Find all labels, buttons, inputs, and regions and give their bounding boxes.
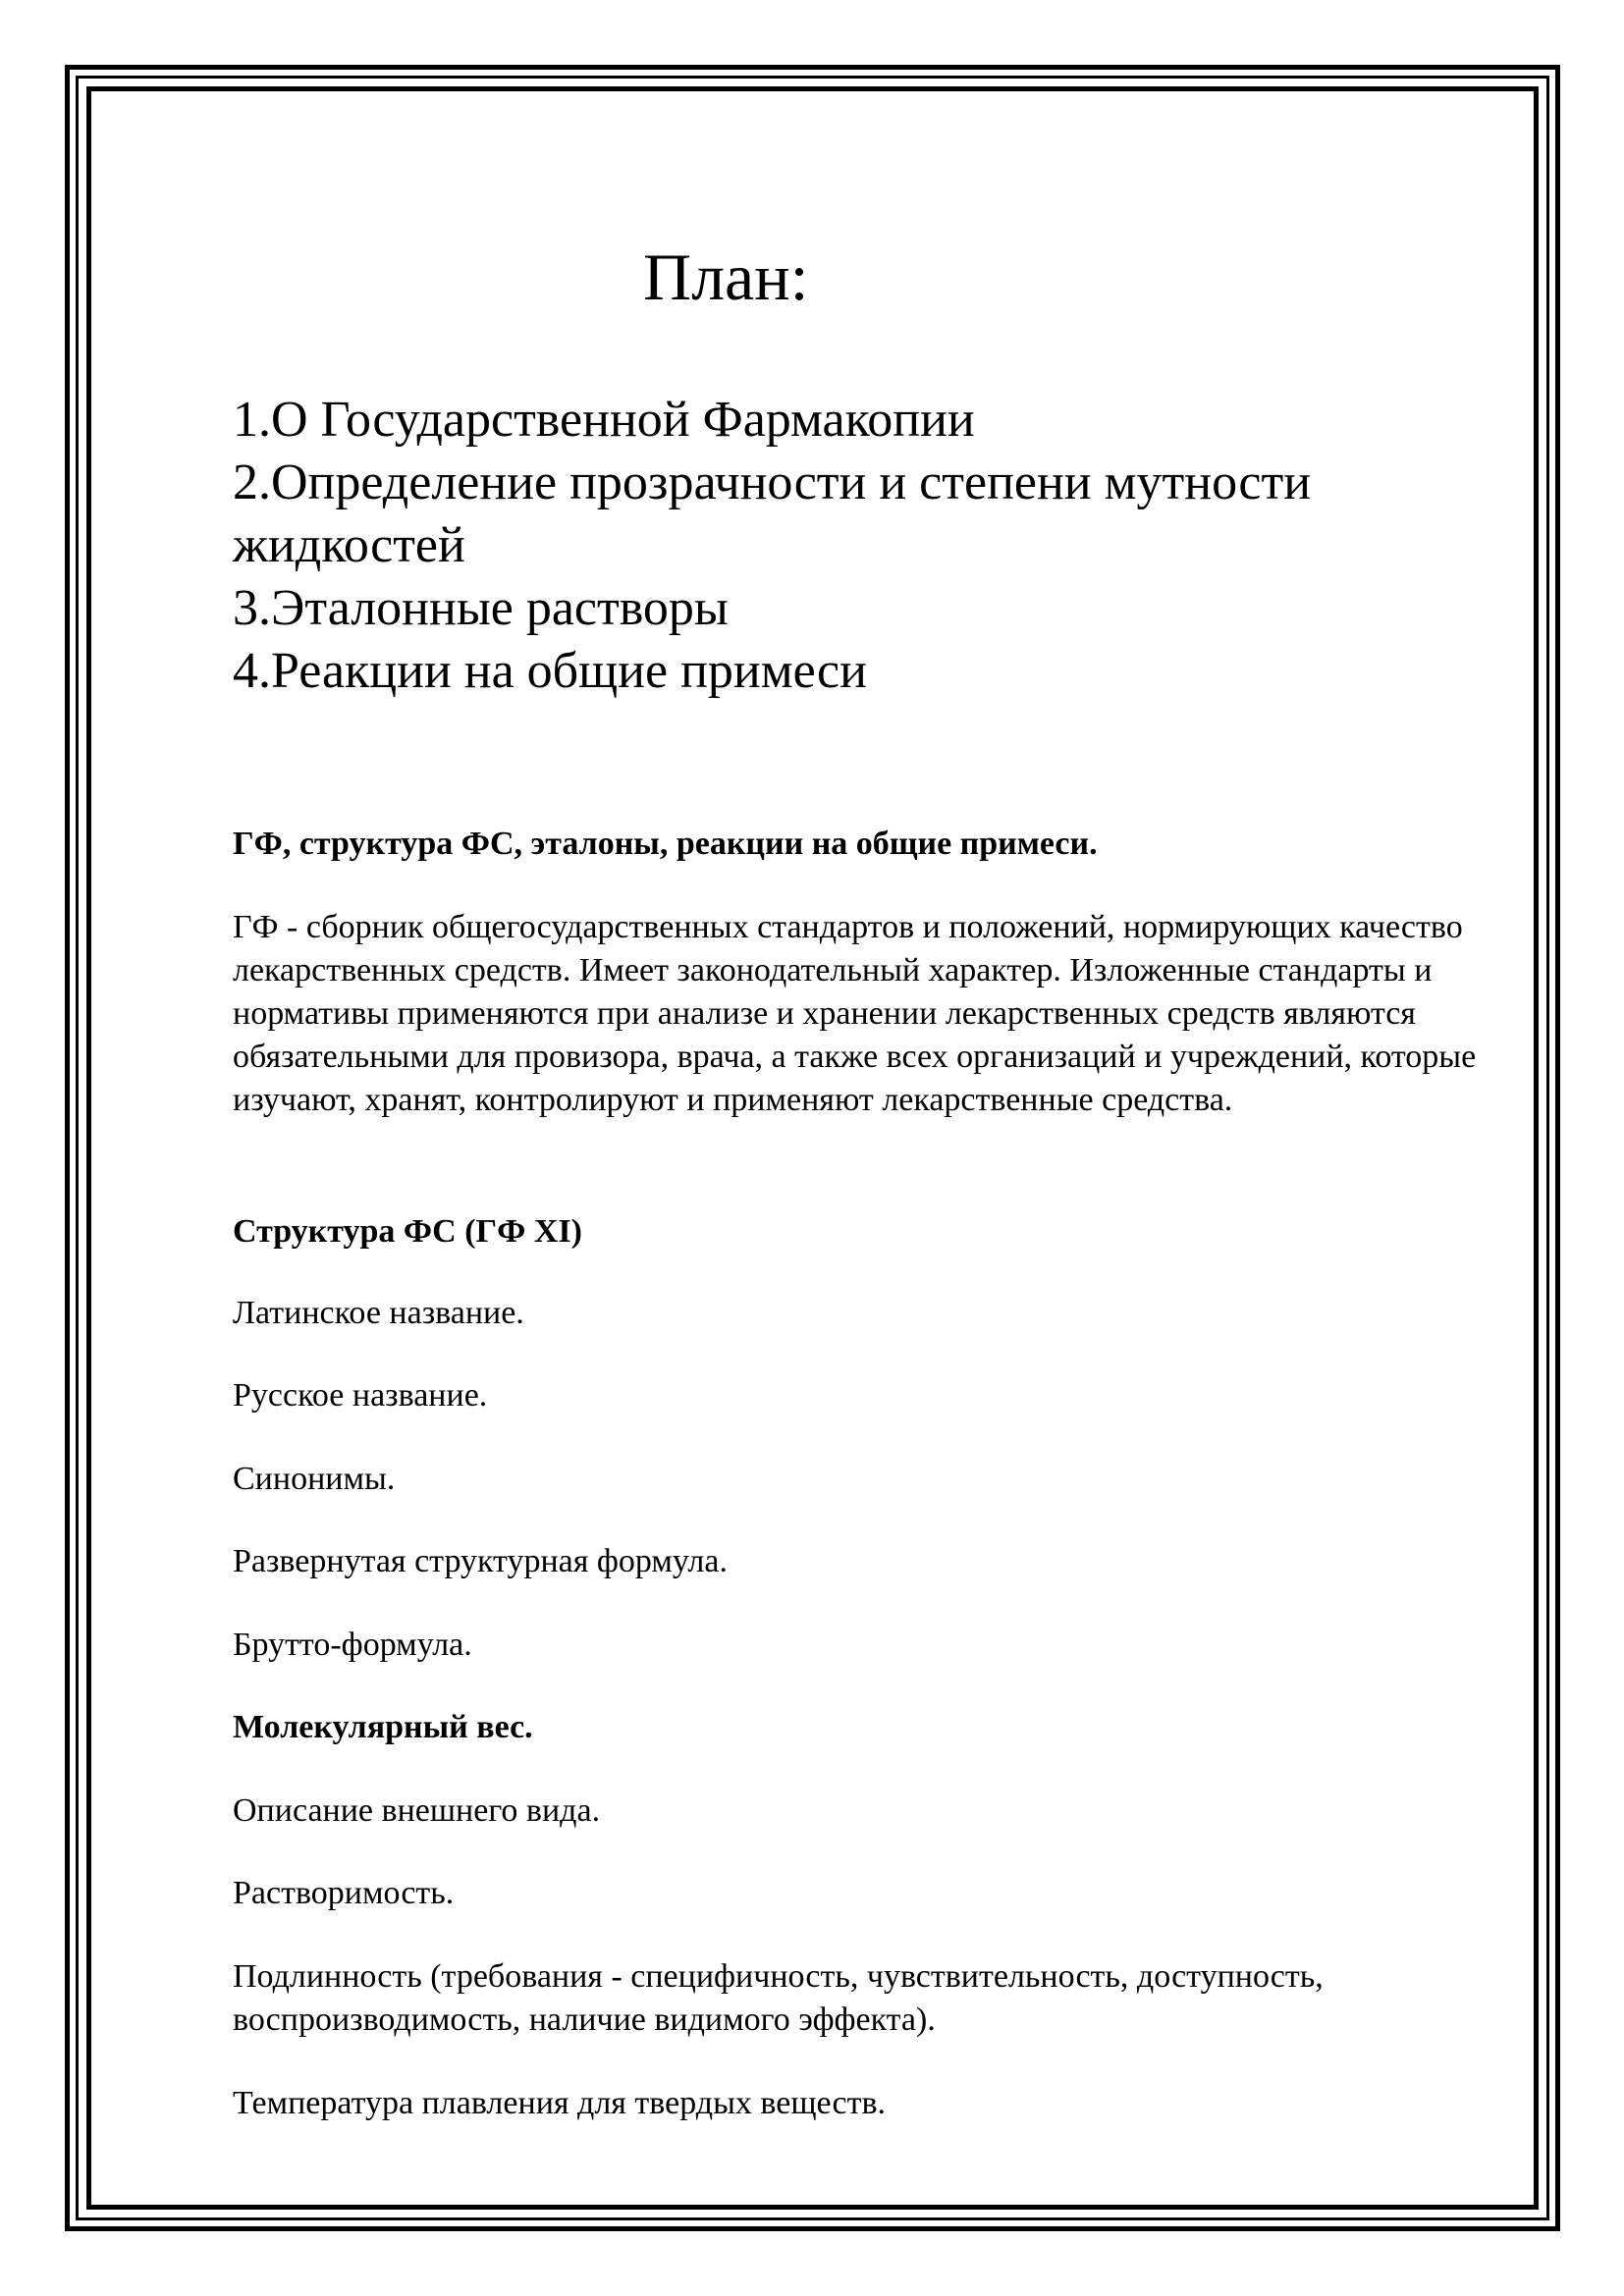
plan-list [233, 389, 1509, 703]
structure-item-gross-formula: Брутто-формула. [233, 1627, 472, 1663]
structure-item-latin-name: Латинское название. [233, 1295, 524, 1331]
plan-item: 2.Определение прозрачности и степени мутности жидкостей [233, 454, 1312, 573]
structure-item-russian-name: Русское название. [233, 1377, 488, 1414]
structure-item-appearance: Описание внешнего вида. [233, 1792, 601, 1829]
structure-item-authenticity: Подлинность (требования - специфичность, чувствительность, доступность, воспроизводимость, наличие видимого эффекта). [233, 1958, 1324, 2038]
plan-item: 4.Реакции на общие примеси [233, 643, 867, 699]
plan-item: 3.Эталонные растворы [233, 580, 729, 636]
structure-item-solubility: Растворимость. [233, 1875, 455, 1911]
intro-paragraph: ГФ - сборник общегосударственных стандартов и положений, нормирующих качество лекарственных средств. Имеет законодательный характер. Изложенные стандарты и нормативы применяются при анализе и хранении лекарственных средств являются обязательными для провизора, врача, а также всех организаций и учреждений, которые изучают, хранят, контролируют и применяют лекарственные средства. [233, 909, 1477, 1118]
structure-item-structural-formula: Развернутая структурная формула. [233, 1543, 728, 1579]
section-heading: ГФ, структура ФС, эталоны, реакции на общие примеси. [233, 826, 1098, 862]
structure-item-molecular-weight: Молекулярный вес. [233, 1709, 533, 1745]
plan-title: План: [643, 240, 809, 314]
plan-item: 1.О Государственной Фармакопии [233, 392, 975, 448]
structure-heading: Структура ФС (ГФ XI) [233, 1213, 582, 1250]
structure-item-melting-point: Температура плавления для твердых веществ. [233, 2085, 886, 2121]
structure-item-synonyms: Синонимы. [233, 1461, 396, 1497]
